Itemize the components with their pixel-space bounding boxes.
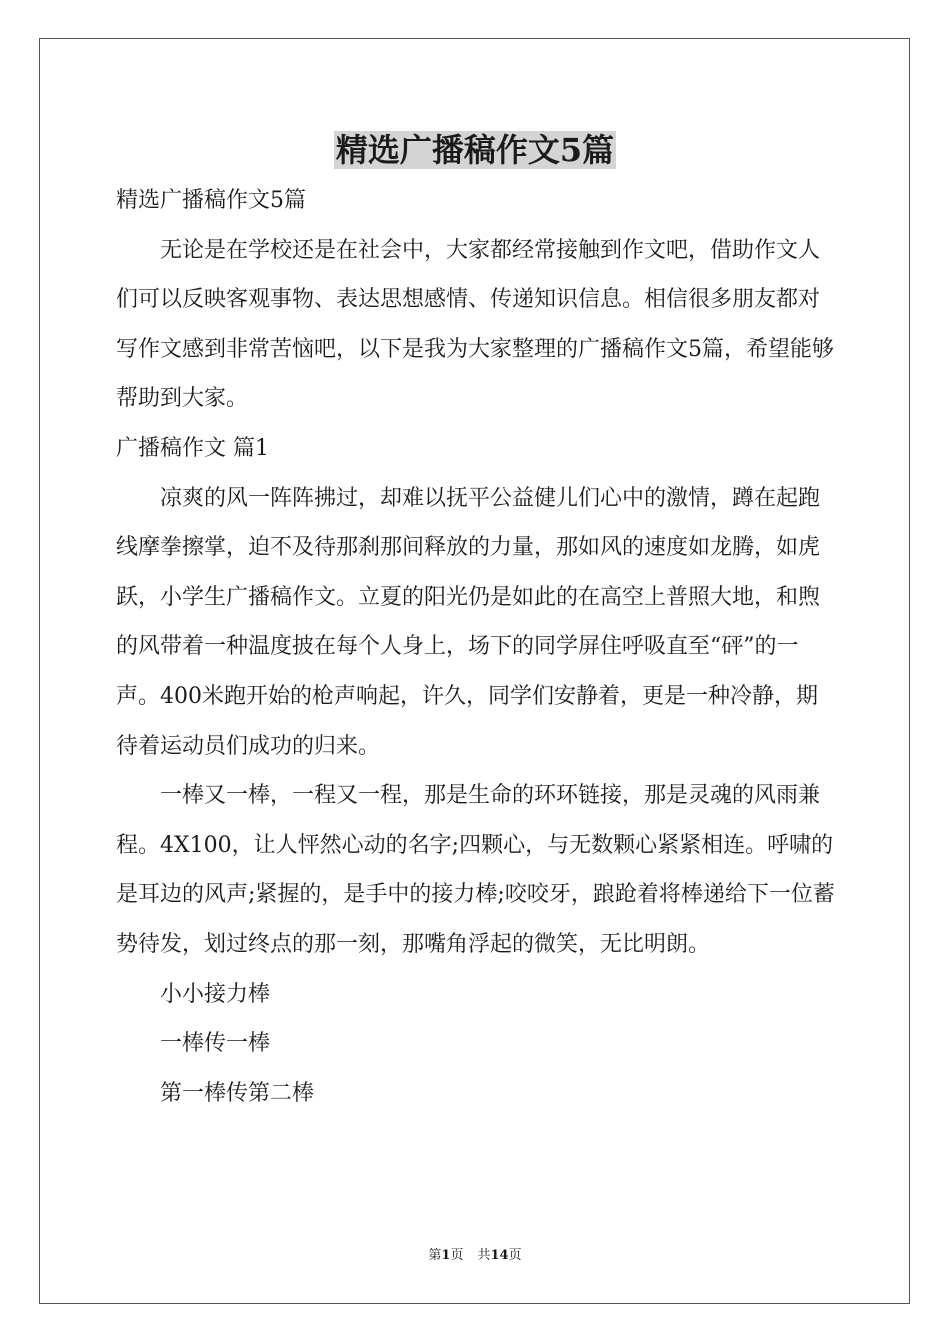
- intro-paragraph: 无论是在学校还是在社会中，大家都经常接触到作文吧，借助作文人们可以反映客观事物、表达思想感情、传递知识信息。相信很多朋友都对写作文感到非常苦恼吧，以下是我为大家整理的广播稿作文5篇，希望能够帮助到大家。: [116, 237, 834, 412]
- document-title: [0, 127, 950, 173]
- page-footer: [0, 1247, 950, 1265]
- subtitle-paragraph: 精选广播稿作文5篇: [116, 188, 306, 213]
- body-paragraph: 凉爽的风一阵阵拂过，却难以抚平公益健儿们心中的激情，蹲在起跑线摩拳擦掌，迫不及待那刹那间释放的力量，那如风的速度如龙腾，如虎跃，小学生广播稿作文。立夏的阳光仍是如此的在高空上普照大地，和煦的风带着一种温度披在每个人身上，场下的同学屏住呼吸直至“砰”的一声。400米跑开始的枪声响起，许久，同学们安静着，更是一种冷静，期待着运动员们成功的归来。: [116, 485, 821, 759]
- document-body: [116, 176, 836, 1118]
- total-pages: 14: [490, 1248, 509, 1263]
- total-suffix: 页: [508, 1248, 522, 1263]
- total-prefix: 共: [477, 1248, 491, 1263]
- document-title-text: 精选广播稿作文5篇: [335, 131, 615, 169]
- poem-line: 小小接力棒: [160, 981, 271, 1007]
- body-paragraph: 一棒又一棒，一程又一程，那是生命的环环链接，那是灵魂的风雨兼程。4X100，让人怦然心动的名字;四颗心，与无数颗心紧紧相连。呼啸的是耳边的风声;紧握的，是手中的接力棒;咬咬牙，踉跄着将棒递给下一位蓄势待发，划过终点的那一刻，那嘴角浮起的微笑，无比明朗。: [116, 783, 835, 957]
- page-prefix: 第: [428, 1248, 442, 1263]
- poem-line: 第一棒传第二棒: [160, 1080, 315, 1106]
- section-heading: 广播稿作文 篇1: [116, 435, 269, 461]
- poem-line: 一棒传一棒: [160, 1031, 271, 1057]
- page-number: 1: [441, 1248, 451, 1263]
- page-suffix: 页: [450, 1248, 464, 1263]
